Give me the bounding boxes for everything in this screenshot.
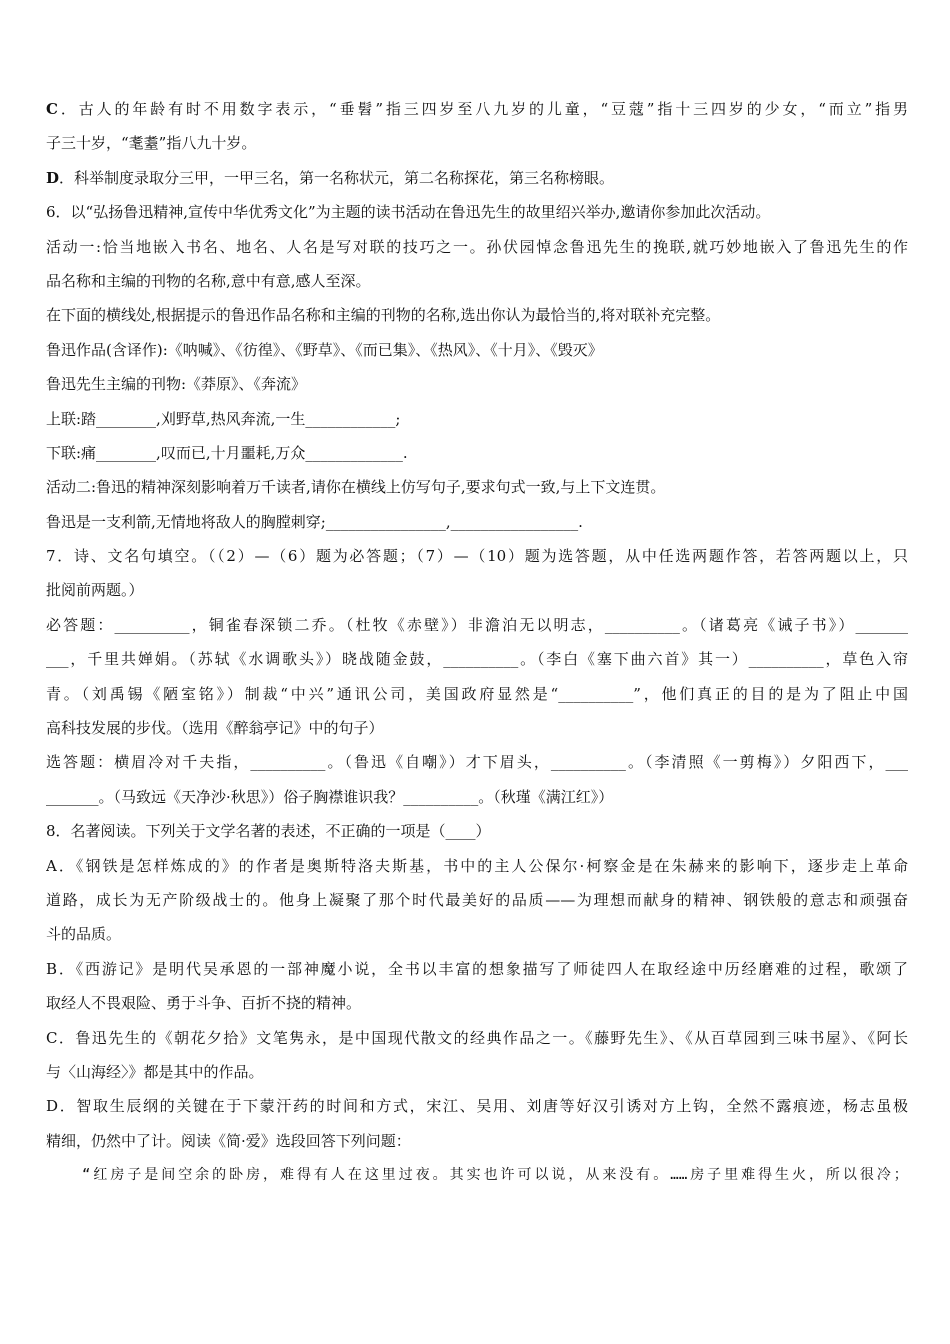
line-text: 批阅前两题。）	[46, 581, 144, 600]
line-text: 选答题：横眉冷对千夫指，__________。（鲁迅《自嘲》）才下眉头，__________。（李清照《一剪梅》）夕阳西下，___	[46, 753, 908, 772]
line-text: 鲁迅作品(含译作):《呐喊》、《彷徨》、《野草》、《而已集》、《热风》、《十月》、《毁灭》	[46, 340, 603, 359]
line-text: C．鲁迅先生的《朝花夕拾》文笔隽永，是中国现代散文的经典作品之一。《藤野先生》、《从百草园到三味书屋》、《阿长	[46, 1028, 908, 1047]
text-line	[46, 333, 908, 367]
text-line	[46, 917, 908, 951]
line-text: B．《西游记》是明代吴承恩的一部神魔小说，全书以丰富的想象描写了师徒四人在取经途中历经磨难的过程，歌颂了	[46, 959, 908, 978]
text-line	[46, 1089, 908, 1123]
line-text: 在下面的横线处,根据提示的鲁迅作品名称和主编的刊物的名称,选出你认为最恰当的,将对联补充完整。	[46, 306, 721, 325]
line-text: 取经人不畏艰险、勇于斗争、百折不挠的精神。	[46, 994, 362, 1013]
line-text: 与〈山海经〉》都是其中的作品。	[46, 1062, 264, 1081]
line-text: 6．以“弘扬鲁迅精神,宣传中华优秀文化”为主题的读书活动在鲁迅先生的故里绍兴举办,邀请你参加此次活动。	[46, 203, 771, 222]
line-text: 8．名著阅读。下列关于文学名著的表述，不正确的一项是（____）	[46, 822, 491, 841]
text-line	[46, 677, 908, 711]
text-line	[46, 642, 908, 676]
document-page	[46, 92, 908, 1193]
line-text: ___，千里共婵娟。（苏轼《水调歌头》）晓战随金鼓，__________。（李白《塞下曲六首》其一）__________，草色入帘	[46, 650, 908, 669]
line-text: 鲁迅是一支利箭,无情地将敌人的胸膛刺穿;________________,_________________.	[46, 512, 583, 531]
text-line	[46, 195, 908, 229]
line-text: 子三十岁，“耄耋”指八九十岁。	[46, 134, 257, 153]
text-line	[46, 952, 908, 986]
text-line	[46, 298, 908, 332]
line-text: 上联:踏________,刈野草,热风奔流,一生____________;	[46, 409, 401, 428]
line-text: 必答题：__________，铜雀春深锁二乔。（杜牧《赤壁》）非澹泊无以明志，__________。（诸葛亮《诫子书》）_______	[46, 615, 908, 634]
line-text: 品名称和主编的刊物的名称,意中有意,感人至深。	[46, 271, 371, 290]
option-letter: D	[46, 168, 60, 187]
line-text: 高科技发展的步伐。（选用《醉翁亭记》中的句子）	[46, 719, 384, 738]
text-line	[46, 849, 908, 883]
line-text: ．古人的年龄有时不用数字表示，“垂髫”指三四岁至八九岁的儿童，“豆蔻”指十三四岁的少女，“而立”指男	[57, 100, 908, 118]
line-text: 活动一:恰当地嵌入书名、地名、人名是写对联的技巧之一。孙伏园悼念鲁迅先生的挽联,就巧妙地嵌入了鲁迅先生的作	[46, 237, 908, 256]
text-line	[46, 126, 908, 160]
line-text: 7．诗、文名句填空。（（2）—（6）题为必答题；（7）—（10）题为选答题，从中任选两题作答，若答两题以上，只	[46, 547, 908, 566]
line-text: D．智取生辰纲的关键在于下蒙汗药的时间和方式，宋江、吴用、刘唐等好汉引诱对方上钩，全然不露痕迹，杨志虽极	[46, 1097, 908, 1116]
line-text: 精细，仍然中了计。阅读《简·爱》选段回答下列问题：	[46, 1131, 411, 1150]
text-line	[46, 92, 908, 126]
line-text: _______。（马致远《天净沙·秋思》）俗子胸襟谁识我？__________。（秋瑾《满江红》）	[46, 787, 614, 806]
text-line	[46, 367, 908, 401]
text-line	[46, 402, 908, 436]
text-line	[46, 1021, 908, 1055]
line-text: A．《钢铁是怎样炼成的》的作者是奥斯特洛夫斯基，书中的主人公保尔·柯察金是在朱赫来的影响下，逐步走上革命	[46, 856, 908, 875]
text-line	[46, 883, 908, 917]
text-line	[46, 780, 908, 814]
line-text: 道路，成长为无产阶级战士的。他身上凝聚了那个时代最美好的品质——为理想而献身的精神、钢铁般的意志和顽强奋	[46, 890, 908, 909]
text-line	[46, 745, 908, 779]
line-text: 下联:痛________,叹而已,十月噩耗,万众_____________.	[46, 443, 408, 462]
text-line	[46, 1124, 908, 1158]
option-letter: C	[46, 100, 58, 118]
text-line	[46, 505, 908, 539]
text-line	[46, 436, 908, 470]
text-line	[46, 986, 908, 1020]
line-text: “红房子是间空余的卧房，难得有人在这里过夜。其实也许可以说，从来没有。……房子里难得生火，所以很冷；	[82, 1167, 908, 1184]
line-text: 斗的品质。	[46, 925, 122, 944]
text-line	[46, 230, 908, 264]
text-line	[46, 573, 908, 607]
text-line	[46, 711, 908, 745]
line-text: 青。（刘禹锡《陋室铭》）制裁“中兴”通讯公司，美国政府显然是“__________”，他们真正的目的是为了阻止中国	[46, 684, 908, 703]
text-line	[46, 539, 908, 573]
text-line	[46, 608, 908, 642]
line-text: 鲁迅先生主编的刊物:《莽原》、《奔流》	[46, 375, 307, 394]
text-line	[46, 814, 908, 848]
text-line	[46, 264, 908, 298]
text-line	[46, 1055, 908, 1089]
quote-line	[46, 1158, 908, 1192]
text-line	[46, 161, 908, 195]
text-line	[46, 470, 908, 504]
line-text: 活动二:鲁迅的精神深刻影响着万千读者,请你在横线上仿写句子,要求句式一致,与上下文连贯。	[46, 478, 666, 497]
line-text: ．科举制度录取分三甲，一甲三名，第一名称状元，第二名称探花，第三名称榜眼。	[59, 168, 615, 187]
